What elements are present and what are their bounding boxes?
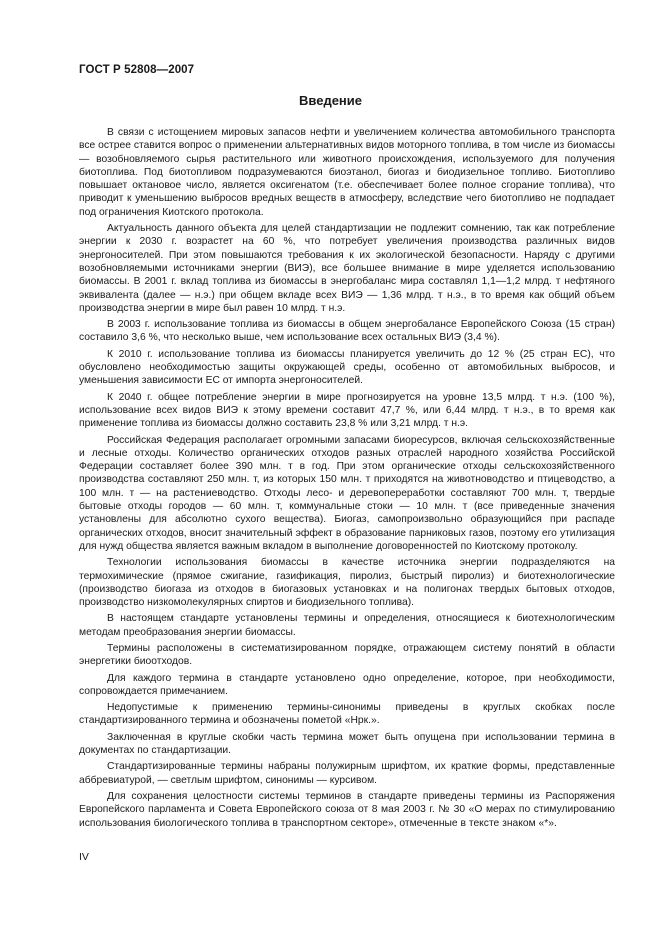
page-number: IV bbox=[79, 851, 89, 863]
paragraph: Стандартизированные термины набраны полужирным шрифтом, их краткие формы, представленные аббревиатурой, — светлым шрифтом, синонимы — курсивом. bbox=[79, 761, 615, 786]
paragraph: В связи с истощением мировых запасов нефти и увеличением количества автомобильного транспорта все острее ставится вопрос о применении альтернативных видов моторного топлива, в том числе из биомассы — возобновляемого сырья растительного или животного происхождения, используемого для получения биотоплива. Под биотопливом подразумеваются биоэтанол, биогаз и биодизельное топливо. Биотопливо повышает октановое число, является оксигенатом (т.е. обеспечивает более полное сгорание топлива), что приводит к уменьшению выбросов вредных веществ в атмосферу, вследствие чего биотопливо не подпадает под ограничения Киотского протокола. bbox=[79, 127, 615, 218]
paragraph: Для сохранения целостности системы терминов в стандарте приведены термины из Распоряжения Европейского парламента и Совета Европейского союза от 8 мая 2003 г. № 30 «О мерах по стимулированию использования биологического топлива в транспортном секторе», отмеченные в тексте знаком «*». bbox=[79, 790, 615, 829]
paragraph: Актуальность данного объекта для целей стандартизации не подлежит сомнению, так как потребление энергии к 2030 г. возрастет на 60 %, что потребует увеличения производства различных видов энергоносителей. При этом повышаются требования к их экологической безопасности. Наряду с другими возобновляемыми источниками энергии (ВИЭ), все большее внимание в мире уделяется использованию биомассы. В 2001 г. вклад топлива из биомассы в энергобаланс мира составлял 1,1—1,2 млрд. т нефтяного эквивалента (далее — н.э.) при общем вкладе всех ВИЭ — 1,36 млрд. т н.э., в то время как общий объем производства энергии в мире был равен 10 млрд. т н.э. bbox=[79, 223, 615, 314]
paragraph: К 2040 г. общее потребление энергии в мире прогнозируется на уровне 13,5 млрд. т н.э. (100 %), использование всех видов ВИЭ к этому времени составит 47,7 %, или 6,44 млрд. т н.э., в то время как применение топлива из биомассы должно составить 23,8 % или 3,21 млрд. т н.э. bbox=[79, 391, 615, 430]
body-text bbox=[79, 126, 615, 833]
paragraph: Недопустимые к применению термины-синонимы приведены в круглых скобках после стандартизированного термина и обозначены пометой «Нрк.». bbox=[79, 702, 615, 727]
paragraph: Заключенная в круглые скобки часть термина может быть опущена при использовании термина в документах по стандартизации. bbox=[79, 731, 615, 757]
section-title: Введение bbox=[299, 93, 362, 108]
paragraph: Технологии использования биомассы в качестве источника энергии подразделяются на термохимические (прямое сжигание, газификация, пиролиз, быстрый пиролиз) и биотехнологические (производство биогаза из отходов в биогазовых установках и на полигонах твердых бытовых отходов, производство низкомолекулярных спиртов и биодизельного топлива). bbox=[79, 557, 615, 609]
paragraph: В настоящем стандарте установлены термины и определения, относящиеся к биотехнологическим методам преобразования энергии биомассы. bbox=[79, 613, 615, 638]
paragraph: К 2010 г. использование топлива из биомассы планируется увеличить до 12 % (25 стран ЕС), что обусловлено необходимостью защиты окружающей среды, особенно от автомобильных выбросов, и уменьшения зависимости ЕС от импорта энергоносителей. bbox=[79, 348, 615, 387]
standard-id-header: ГОСТ Р 52808—2007 bbox=[79, 64, 195, 76]
paragraph: Для каждого термина в стандарте установлено одно определение, которое, при необходимости, сопровождается примечанием. bbox=[79, 672, 615, 697]
paragraph: Российская Федерация располагает огромными запасами биоресурсов, включая сельскохозяйственные и лесные отходы. Количество органических отходов разных отраслей народного хозяйства Российской Федерации составляет более 390 млн. т в год. При этом органические отходы сельскохозяйственного производства составляют 250 млн. т, из которых 150 млн. т приходятся на животноводство и птицеводство, а 100 млн. т — на растениеводство. Отходы лесо- и деревопереработки составляют 700 млн. т, твердые бытовые отходы городов — 60 млн. т, коммунальные стоки — 10 млн. т (все приведенные значения установлены для абсолютно сухого вещества). Биогаз, самопроизвольно образующийся при распаде органических отходов, вносит значительный эффект в образование парниковых газов, поэтому его утилизация для нужд общества является важным вкладом в выполнение договоренностей по Киотскому протоколу. bbox=[79, 434, 615, 552]
paragraph: В 2003 г. использование топлива из биомассы в общем энергобалансе Европейского Союза (15 стран) составило 3,6 %, что несколько выше, чем использование всех остальных ВИЭ (3,4 %). bbox=[79, 319, 615, 344]
paragraph: Термины расположены в систематизированном порядке, отражающем систему понятий в области энергетики биоотходов. bbox=[79, 642, 615, 668]
